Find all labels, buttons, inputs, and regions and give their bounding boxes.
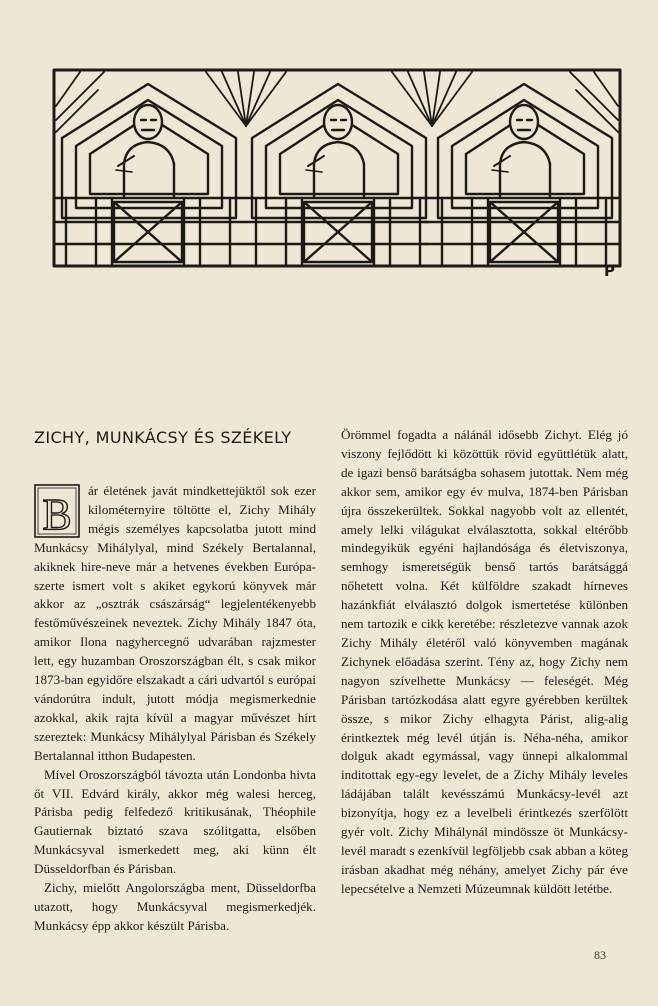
paragraph: ár életének javát mindkettejüktől sok ezer kilométernyire töltötte el, Zichy Mihály mégis személyes kapcsolatba jutott mind Munkácsy Mihálylyal, mind Székely Bertalannal, akiknek hire-neve már a hetvenes években Európa-szerte ismert volt s akiket egykorú könyvek már akkor az „osztrák császárság“ legjelentékenyebb festőművészeinek neveztek. Zichy Mihály 1847 óta, amikor Ilona nagyhercegnő udvarában rajzmester lett, egy huzamban Oroszországban élt, s csak mikor 1873-ban egyidőre elszakadt a cári udvartól s európai vándorútra indult, jutott módja megismerkednie azokkal, akik rajta kívül a magyar művészet hírt szereztek: Munkácsy Mihálylyal Párisban és Székely Bertalannal itthon Budapesten. bbox=[34, 483, 316, 763]
right-text-column bbox=[341, 426, 628, 899]
paragraph: Örömmel fogadta a nálánál idősebb Zichyt. Elég jó viszony fejlődött ki közöttük rövid együttlétük alatt, de igazi benső barátságba sohasem jutottak. Nem még akkor sem, amikor egy év mulva, 1874-ben Párisban újra összekerültek. Sokkal nagyobb volt az ellentét, amely lelki világukat elválasztotta, sokkal eltérőbb mindegyikük egyéni hajlandósága és életviszonya, semhogy ismeretségük benső tartós barátsággá nőhetett volna. Két külföldre szakadt hírneves hazánkfiát elválasztó dolgok ismertetése különben nem tartozik e cikk keretébe: részletezve vannak azok Zichy Mihály életéről való könyvemben magának Zichynek előadása szerint. Tény az, hogy Zichy nem nagyon szívelhette Munkácsy — feleségét. Még Párisban tartózkodása alatt egyre gyérebben kerültek össze, s mikor Zichy elhagyta Párist, alig-alig érintkeztek még levél útján is. Néha-néha, amikor dolguk akadt egymással, vagy ünnepi alkalommal inditottak egy-egy levelet, de a Zichy Mihály leveles ládájában talált kevésszámú Munkácsy-levél azt bizonyítja, hogy ez a levelbeli érintkezés szerfölött gyér volt. Zichy Mihálynál mindössze öt Munkácsy-levél maradt s ezenkívül legföljebb csak abban a köteg irásban akadhat még néhány, amelyet Zichy pár éve lepecsételve a Nemzeti Múzeumnak küldött letétbe. bbox=[341, 427, 628, 896]
artist-monogram: P bbox=[604, 262, 615, 280]
fan-rays-center-right bbox=[392, 72, 472, 126]
fan-rays-center-left bbox=[206, 72, 286, 126]
svg-text:B: B bbox=[42, 490, 72, 538]
article-title: ZICHY, MUNKÁCSY ÉS SZÉKELY bbox=[34, 428, 292, 447]
fan-rays-right bbox=[570, 72, 618, 132]
page-number: 83 bbox=[594, 948, 606, 962]
paragraph: Zichy, mielőtt Angolországba ment, Düsseldorfba utazott, hogy Munkácsyval megismerkedjék. Munkácsy épp akkor készült Párisba. bbox=[34, 880, 316, 933]
drop-cap-initial bbox=[34, 484, 80, 538]
seated-figure-1 bbox=[54, 84, 238, 266]
left-text-column bbox=[34, 482, 316, 936]
seated-figure-3 bbox=[424, 84, 618, 266]
fan-rays-left bbox=[56, 72, 104, 132]
seated-figure-2 bbox=[238, 84, 428, 266]
header-illustration bbox=[52, 68, 622, 280]
paragraph: Mível Oroszországból távozta után Londonba hivta őt VII. Edvárd király, akkor még walesi herceg, Párisba pedig felfedező kritikusának, Théophile Gautiernak biztató szava szólitgatta, elsőben Munkácsyval ismerkedett meg, aki künn élt Düsseldorfban és Párisban. bbox=[34, 766, 316, 877]
